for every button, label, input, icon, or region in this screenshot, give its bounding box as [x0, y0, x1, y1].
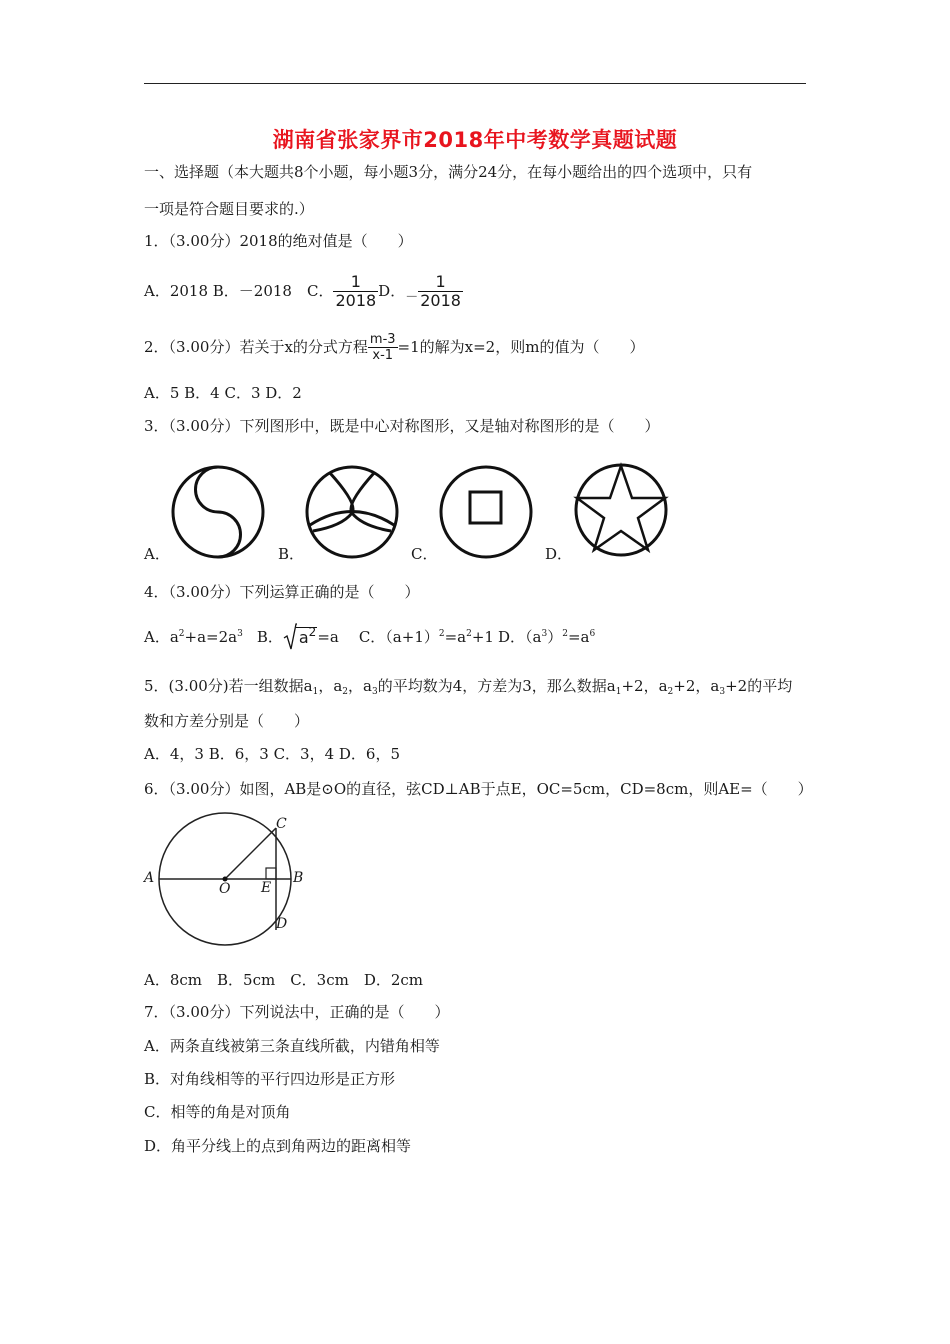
q4-option-b-sqrt: $a^2$ — [283, 627, 317, 648]
q6-options: A．8cm B．5cm C．3cm D．2cm — [144, 971, 424, 989]
q3-label-b: B． — [278, 545, 305, 563]
q2-fraction — [368, 332, 398, 363]
q5-stem-line2: 数和方差分别是（ ） — [144, 712, 310, 730]
page-title: 湖南省张家界市2018年中考数学真题试题 — [272, 128, 678, 152]
q4-option-c: C．$(a+1)^2=a^2+1$ — [358, 628, 494, 646]
q1-d-denominator: 2018 — [420, 290, 461, 310]
q3-stem: 3．（3.00分）下列图形中，既是中心对称图形，又是轴对称图形的是（ ） — [144, 417, 660, 435]
q7-option-b: B．对角线相等的平行四边形是正方形 — [144, 1070, 396, 1088]
top-rule — [144, 83, 806, 84]
q1-option-d-fraction — [418, 273, 463, 310]
q3-figure-d-star — [571, 460, 671, 560]
q1-stem: 1．（3.00分）2018的绝对值是（ ） — [144, 232, 413, 250]
q1-option-d-label: D． — [378, 282, 406, 300]
q7-stem: 7．（3.00分）下列说法中，正确的是（ ） — [144, 1003, 450, 1021]
q3-label-a: A． — [144, 545, 170, 563]
q6-label-o: O — [219, 881, 231, 897]
q3-figure-b-three-arcs — [302, 462, 402, 562]
q1-c-numerator: 1 — [350, 271, 361, 291]
section-intro-line1: 一、选择题（本大题共8个小题，每小题3分，满分24分，在每小题给出的四个选项中，只有 — [144, 163, 753, 181]
q1-d-sign: － — [405, 290, 419, 305]
q6-label-a: A — [144, 870, 155, 886]
sqrt-sign-icon — [283, 623, 297, 651]
q4-option-a: A．$a^2+a=2a^3$ — [144, 628, 243, 646]
q6-label-e: E — [261, 880, 272, 896]
q5-options: A．4，3 B．6，3 C．3，4 D．6，5 — [144, 745, 401, 763]
q7-option-c: C．相等的角是对顶角 — [144, 1103, 291, 1121]
q7-option-a: A．两条直线被第三条直线所截，内错角相等 — [144, 1037, 440, 1055]
q2-stem-a: 2．（3.00分）若关于x的分式方程 — [144, 338, 368, 356]
q2-stem-b: =1的解为x=2，则m的值为（ ） — [397, 338, 645, 356]
q3-figure-c-coin — [436, 462, 536, 562]
q6-label-d: D — [276, 916, 288, 932]
q1-options-ab: A．2018 B．－2018 C． — [144, 282, 334, 300]
q6-label-b: B — [293, 870, 304, 886]
q4-option-b-label: B． — [256, 628, 283, 646]
q4-option-d: D．$(a^3)^2=a^6$ — [497, 628, 596, 646]
q4-options — [144, 624, 595, 650]
q2-options: A．5 B．4 C．3 D．2 — [144, 384, 302, 402]
section-intro-line2: 一项是符合题目要求的.） — [144, 200, 314, 218]
q6-circle-figure — [140, 812, 320, 947]
q7-option-d: D．角平分线上的点到角两边的距离相等 — [144, 1137, 412, 1155]
q5-stem-line1: 5．(3.00分)若一组数据$a_1$，$a_2$，$a_3$的平均数为4，方差为3，那么数据$a_1+2$，$a_2+2$，$a_3+2$的平均 — [144, 677, 793, 697]
q1-options — [144, 271, 463, 311]
q3-label-d: D． — [545, 545, 573, 563]
q4-stem: 4．（3.00分）下列运算正确的是（ ） — [144, 583, 420, 601]
q3-figure-a-yin-yang — [168, 462, 268, 562]
q2-stem — [144, 327, 644, 367]
q3-label-c: C． — [411, 545, 438, 563]
q1-d-numerator: 1 — [435, 271, 446, 291]
q6-label-c: C — [276, 816, 287, 832]
q1-option-c-fraction — [333, 273, 378, 310]
q6-stem: 6．（3.00分）如图，AB是⊙O的直径，弦CD⊥AB于点E，OC=5cm，CD=8cm，则AE=（ ） — [144, 780, 813, 798]
q2-denominator: x-1 — [368, 347, 398, 363]
q2-numerator: m-3 — [369, 331, 396, 347]
q1-c-denominator: 2018 — [335, 290, 377, 310]
q4-option-b-post: =a — [317, 628, 339, 646]
